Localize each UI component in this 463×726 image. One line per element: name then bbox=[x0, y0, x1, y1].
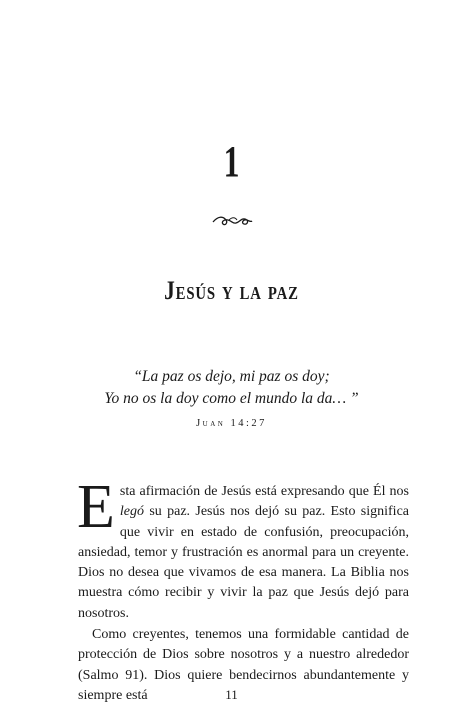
paragraph-1-italic-word: legó bbox=[119, 504, 144, 520]
drop-cap: E bbox=[77, 473, 115, 541]
body-text bbox=[77, 473, 409, 706]
chapter-title bbox=[42, 278, 422, 304]
epigraph-reference bbox=[0, 418, 463, 429]
chapter-number: 1 bbox=[223, 137, 240, 186]
chapter-title-text: Jesús y la paz bbox=[164, 276, 299, 305]
paragraph-2: Como creyentes, tenemos una formidable cantidad de protección de Dios sobre nosotros y a nuestro alrededor (Salmo 91). Dios quiere bendecirnos abundantemente y siempre está bbox=[78, 627, 409, 703]
epigraph-line-1: “La paz os dejo, mi paz os doy; bbox=[133, 368, 330, 385]
flourish-ornament-icon bbox=[211, 213, 253, 229]
paragraph-1-text-a: sta afirmación de Jesús está expresando que Él nos bbox=[119, 484, 409, 499]
epigraph-line-2: Yo no os la doy como el mundo la da… ” bbox=[104, 390, 359, 407]
page-number: 11 bbox=[225, 687, 238, 702]
epigraph-reference-text: Juan 14:27 bbox=[196, 418, 267, 429]
paragraph-1 bbox=[77, 473, 409, 624]
epigraph bbox=[0, 366, 463, 410]
paragraph-1-text-b: su paz. Jesús nos dejó su paz. Esto significa que vivir en estado de confusión, preocupación, ansiedad, temor y frustración es anormal para un creyente. Dios no desea que vivamos de esa manera. La Biblia nos muestra cómo recibir y vivir la paz que Jesús dejó para nosotros. bbox=[78, 504, 409, 621]
